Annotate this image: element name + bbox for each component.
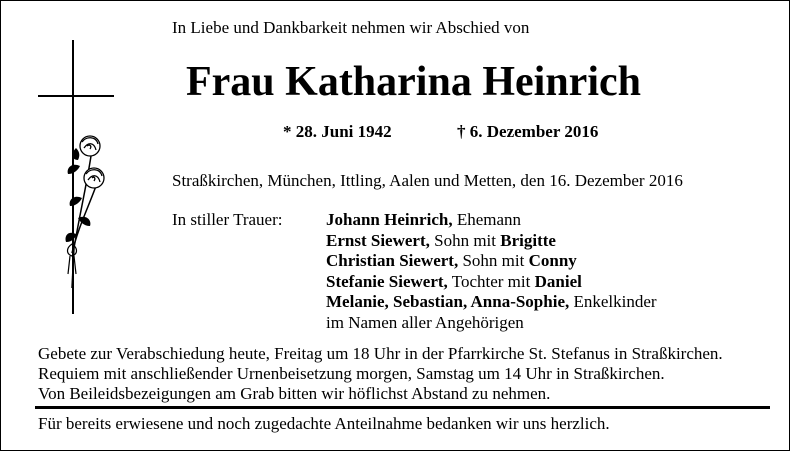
thanks-line: Für bereits erwiesene und noch zugedachte Anteilnahme bedanken wir uns herzlich. (38, 414, 610, 433)
mourner-line: Johann Heinrich, Ehemann (326, 210, 522, 229)
mourning-label: In stiller Trauer: (172, 210, 283, 229)
deceased-name: Frau Katharina Heinrich (186, 59, 641, 105)
notice-line: Von Beileidsbezeigungen am Grab bitten wir höflichst Abstand zu nehmen. (38, 384, 551, 403)
intro-line: In Liebe und Dankbarkeit nehmen wir Abschied von (172, 18, 530, 37)
death-date: † 6. Dezember 2016 (457, 122, 599, 141)
service-notices (38, 344, 723, 404)
divider (35, 406, 770, 409)
birth-date: * 28. Juni 1942 (283, 122, 392, 141)
mourners-list (326, 210, 657, 333)
mourner-line: im Namen aller Angehörigen (326, 312, 524, 332)
mourner-line: Christian Siewert, Sohn mit Conny (326, 251, 577, 270)
mourner-line: Melanie, Sebastian, Anna-Sophie, Enkelkinder (326, 292, 657, 311)
mourner-line: Stefanie Siewert, Tochter mit Daniel (326, 271, 582, 291)
place-and-date: Straßkirchen, München, Ittling, Aalen und Metten, den 16. Dezember 2016 (172, 171, 683, 190)
mourner-line: Ernst Siewert, Sohn mit Brigitte (326, 230, 556, 250)
notice-line: Gebete zur Verabschiedung heute, Freitag um 18 Uhr in der Pfarrkirche St. Stefanus in Straßkirchen. (38, 344, 723, 363)
notice-line: Requiem mit anschließender Urnenbeisetzung morgen, Samstag um 14 Uhr in Straßkirchen. (38, 364, 665, 383)
